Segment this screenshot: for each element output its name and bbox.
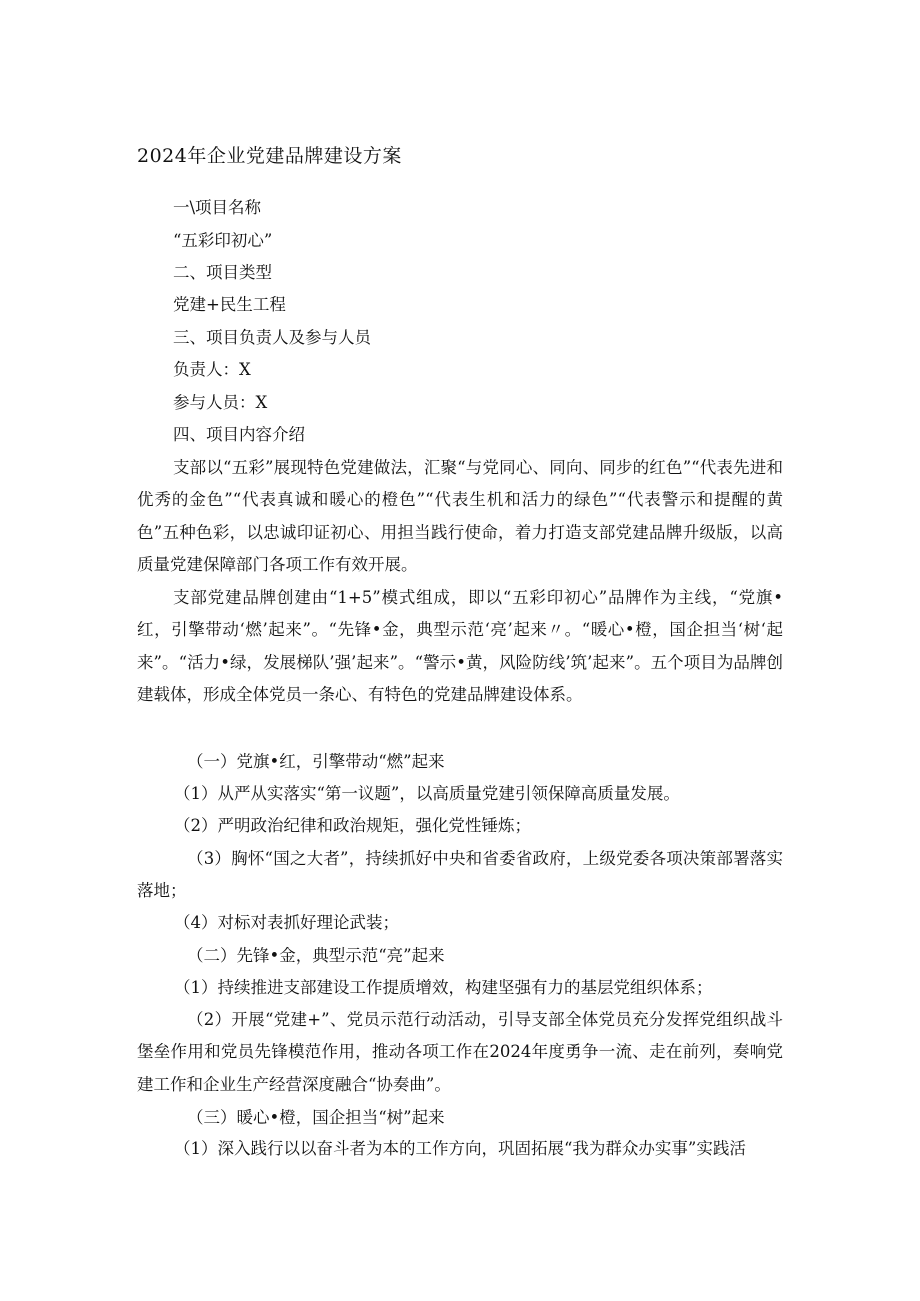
red-item-1: （1）从严从实落实“第一议题”，以高质量党建引领保障高质量发展。 xyxy=(174,784,680,803)
gold-item-2: （2）开展“党建+”、党员示范行动活动，引导支部全体党员充分发挥党组织战斗堡垒作用和党员先锋模范作用，推动各项工作在2024年度勇争一流、走在前列，奏响党建工作和企业生产经营深度融合“协奏曲”。 xyxy=(137,1010,783,1094)
document-title: 2024年企业党建品牌建设方案 xyxy=(137,145,402,167)
intro-paragraph-1: 支部以“五彩”展现特色党建做法，汇聚“与党同心、同向、同步的红色”“代表先进和优秀的金色”“代表真诚和暖心的橙色”“代表生机和活力的绿色”“代表警示和提醒的黄色”五种色彩，以忠诚印证初心、用担当践行使命，着力打造支部党建品牌升级版，以高质量党建保障部门各项工作有效开展。 xyxy=(137,458,783,574)
intro-paragraph-2: 支部党建品牌创建由“1+5”模式组成，即以“五彩印初心”品牌作为主线，“党旗•红，引擎带动‘燃’起来”。“先锋•金，典型示范‘亮’起来〃。“暖心•橙，国企担当‘树‘起来”。“活力•绿，发展梯队’强’起来”。“警示•黄，风险防线’筑’起来”。五个项目为品牌创建载体，形成全体党员一条心、有特色的党建品牌建设体系。 xyxy=(137,588,783,704)
leader-line: 负责人：X xyxy=(173,360,251,379)
section-heading-content: 四、项目内容介绍 xyxy=(173,425,305,444)
section-heading-project-type: 二、项目类型 xyxy=(173,263,272,282)
project-type-value: 党建+民生工程 xyxy=(173,295,286,314)
red-item-4: （4）对标对表抓好理论武装； xyxy=(174,913,399,932)
red-item-3: （3）胸怀“国之大者”，持续抓好中央和省委省政府，上级党委各项决策部署落实落地； xyxy=(137,849,783,901)
subsection-heading-gold: （二）先锋•金，典型示范“亮”起来 xyxy=(187,946,445,965)
gold-item-1: （1）持续推进支部建设工作提质增效，构建坚强有力的基层党组织体系； xyxy=(174,978,713,997)
orange-item-1: （1）深入践行以以奋斗者为本的工作方向，巩固拓展“我为群众办实事”实践活 xyxy=(174,1139,746,1158)
subsection-heading-orange: （三）暖心•橙，国企担当“树”起来 xyxy=(187,1108,445,1127)
project-name-value: “五彩印初心” xyxy=(173,231,273,250)
section-heading-project-name: 一\项目名称 xyxy=(173,198,262,217)
participants-line: 参与人员：X xyxy=(173,393,268,412)
section-heading-personnel: 三、项目负责人及参与人员 xyxy=(173,328,371,347)
subsection-heading-red: （一）党旗•红，引擎带动“燃”起来 xyxy=(187,752,445,771)
red-item-2: （2）严明政治纪律和政治规矩，强化党性锤炼； xyxy=(174,816,531,835)
